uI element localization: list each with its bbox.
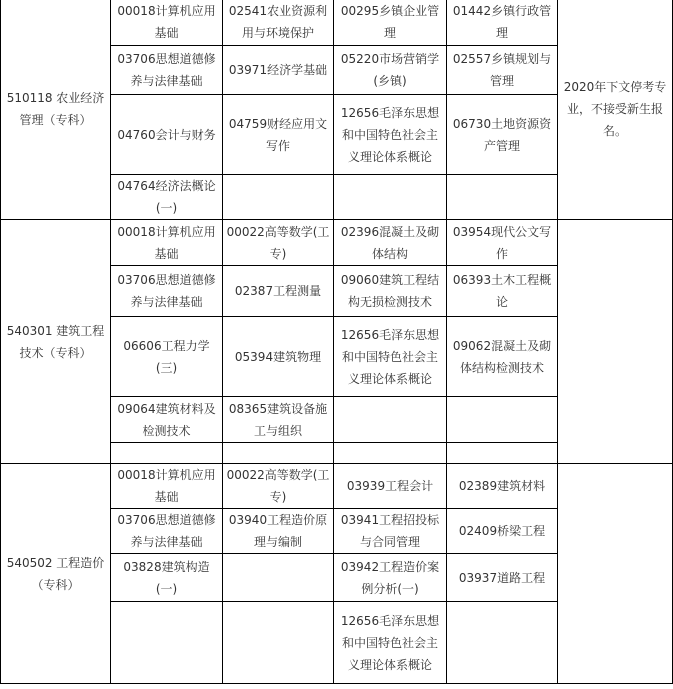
course-cell: [447, 175, 558, 220]
course-cell: 03939工程会计: [334, 464, 447, 509]
course-cell: [111, 443, 223, 464]
course-cell: 04759财经应用文写作: [223, 95, 334, 175]
course-cell: 02541农业资源利用与环境保护: [223, 0, 334, 46]
table-row: [1, 220, 673, 266]
course-cell: [334, 175, 447, 220]
course-cell: 02557乡镇规划与管理: [447, 46, 558, 95]
course-cell: 05220市场营销学(乡镇): [334, 46, 447, 95]
course-cell: 03954现代公文写作: [447, 220, 558, 266]
course-cell: 12656毛泽东思想和中国特色社会主义理论体系概论: [334, 602, 447, 684]
course-cell: [223, 443, 334, 464]
course-cell: 00022高等数学(工专): [223, 220, 334, 266]
course-cell: 02396混凝土及砌体结构: [334, 220, 447, 266]
course-cell: 09060建筑工程结构无损检测技术: [334, 266, 447, 317]
course-cell: 03941工程招投标与合同管理: [334, 509, 447, 554]
course-cell: [447, 443, 558, 464]
course-cell: 04764经济法概论(一): [111, 175, 223, 220]
course-cell: [223, 602, 334, 684]
course-cell: 03971经济学基础: [223, 46, 334, 95]
major-note: 2020年下文停考专业，不接受新生报名。: [558, 0, 673, 220]
course-cell: 00018计算机应用基础: [111, 220, 223, 266]
major-name: 540502 工程造价（专科）: [1, 464, 111, 684]
major-name: 510118 农业经济管理（专科）: [1, 0, 111, 220]
course-cell: 00018计算机应用基础: [111, 0, 223, 46]
course-cell: 03706思想道德修养与法律基础: [111, 509, 223, 554]
major-name: 540301 建筑工程技术（专科）: [1, 220, 111, 464]
major-note: [558, 220, 673, 464]
course-cell: 06393土木工程概论: [447, 266, 558, 317]
major-note: [558, 464, 673, 684]
course-cell: 00018计算机应用基础: [111, 464, 223, 509]
course-cell: 04760会计与财务: [111, 95, 223, 175]
course-cell: [334, 443, 447, 464]
course-cell: 02409桥梁工程: [447, 509, 558, 554]
course-cell: 00295乡镇企业管理: [334, 0, 447, 46]
course-cell: [223, 554, 334, 602]
table-row: [1, 0, 673, 46]
course-cell: 02387工程测量: [223, 266, 334, 317]
course-cell: 03942工程造价案例分析(一): [334, 554, 447, 602]
course-cell: 03706思想道德修养与法律基础: [111, 46, 223, 95]
course-cell: 05394建筑物理: [223, 317, 334, 397]
course-cell: 06730土地资源资产管理: [447, 95, 558, 175]
table-row: [1, 464, 673, 509]
course-cell: 09064建筑材料及检测技术: [111, 397, 223, 443]
course-cell: 03937道路工程: [447, 554, 558, 602]
course-cell: 01442乡镇行政管理: [447, 0, 558, 46]
course-cell: 03828建筑构造(一): [111, 554, 223, 602]
course-cell: 02389建筑材料: [447, 464, 558, 509]
course-cell: [447, 602, 558, 684]
course-cell: 12656毛泽东思想和中国特色社会主义理论体系概论: [334, 95, 447, 175]
course-cell: 12656毛泽东思想和中国特色社会主义理论体系概论: [334, 317, 447, 397]
course-cell: 03940工程造价原理与编制: [223, 509, 334, 554]
course-cell: [334, 397, 447, 443]
course-cell: 09062混凝土及砌体结构检测技术: [447, 317, 558, 397]
course-cell: 06606工程力学(三): [111, 317, 223, 397]
course-cell: [223, 175, 334, 220]
course-cell: [111, 602, 223, 684]
course-cell: 00022高等数学(工专): [223, 464, 334, 509]
course-cell: 03706思想道德修养与法律基础: [111, 266, 223, 317]
course-cell: [447, 397, 558, 443]
course-cell: 08365建筑设备施工与组织: [223, 397, 334, 443]
